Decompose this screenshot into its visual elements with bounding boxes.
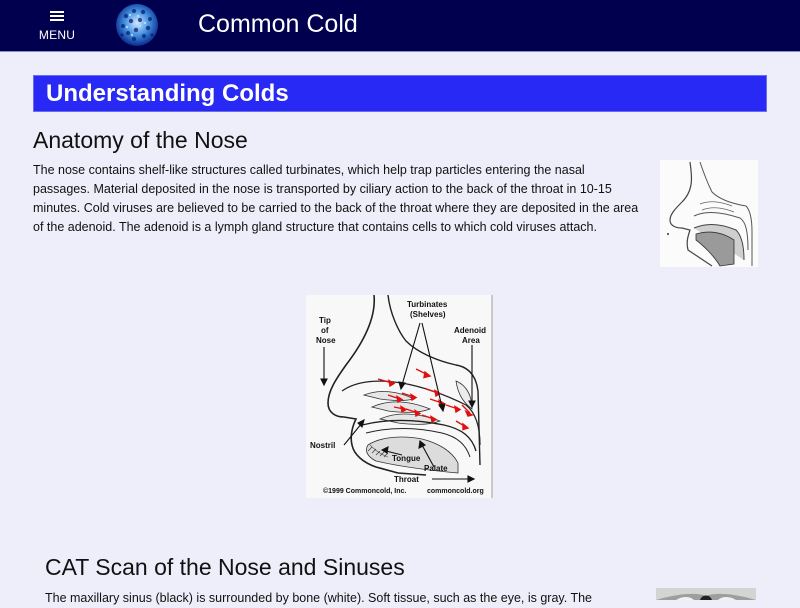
cat-scan-heading: CAT Scan of the Nose and Sinuses bbox=[45, 554, 405, 580]
section-title: Understanding Colds bbox=[46, 80, 289, 107]
label-tip-line1: Tip bbox=[319, 316, 331, 325]
label-palate: Palate bbox=[424, 464, 448, 473]
virus-logo-icon[interactable] bbox=[114, 2, 160, 48]
label-turbinates-line1: Turbinates bbox=[407, 300, 448, 309]
site-title[interactable]: Common Cold bbox=[198, 10, 358, 38]
nose-anatomy-diagram[interactable] bbox=[306, 295, 493, 498]
cat-scan-thumbnail[interactable] bbox=[656, 588, 756, 600]
diagram-copyright: ©1999 Commoncold, Inc. bbox=[323, 488, 407, 495]
cat-scan-paragraph: The maxillary sinus (black) is surrounded by bone (white). Soft tissue, such as the eye, is gray. The bbox=[45, 591, 593, 605]
top-bar bbox=[0, 0, 800, 52]
label-turbinates-line2: (Shelves) bbox=[410, 310, 446, 319]
label-tip-line3: Nose bbox=[316, 336, 336, 345]
hamburger-icon bbox=[50, 11, 64, 21]
nose-profile-thumbnail[interactable] bbox=[660, 160, 758, 267]
label-tongue: Tongue bbox=[392, 454, 421, 463]
label-adenoid-line2: Area bbox=[462, 336, 480, 345]
label-nostril: Nostril bbox=[310, 441, 336, 450]
label-adenoid-line1: Adenoid bbox=[454, 326, 486, 335]
label-throat: Throat bbox=[394, 475, 419, 484]
menu-label: MENU bbox=[38, 28, 76, 42]
anatomy-heading: Anatomy of the Nose bbox=[33, 127, 248, 153]
menu-button[interactable] bbox=[36, 8, 78, 44]
anatomy-paragraph: The nose contains shelf-like structures called turbinates, which help trap particles entering the nasal passages. Material deposited in the nose is transported by ciliary action to the back of the throat in 10-15 minutes. Cold viruses are believed to be carried to the back of the throat where they are deposited in the area of the adenoid. The adenoid is a lymph gland structure that contains cells to which cold viruses attach. bbox=[33, 163, 639, 234]
diagram-site: commoncold.org bbox=[427, 488, 484, 495]
label-tip-line2: of bbox=[321, 326, 329, 335]
section-banner bbox=[33, 75, 767, 112]
